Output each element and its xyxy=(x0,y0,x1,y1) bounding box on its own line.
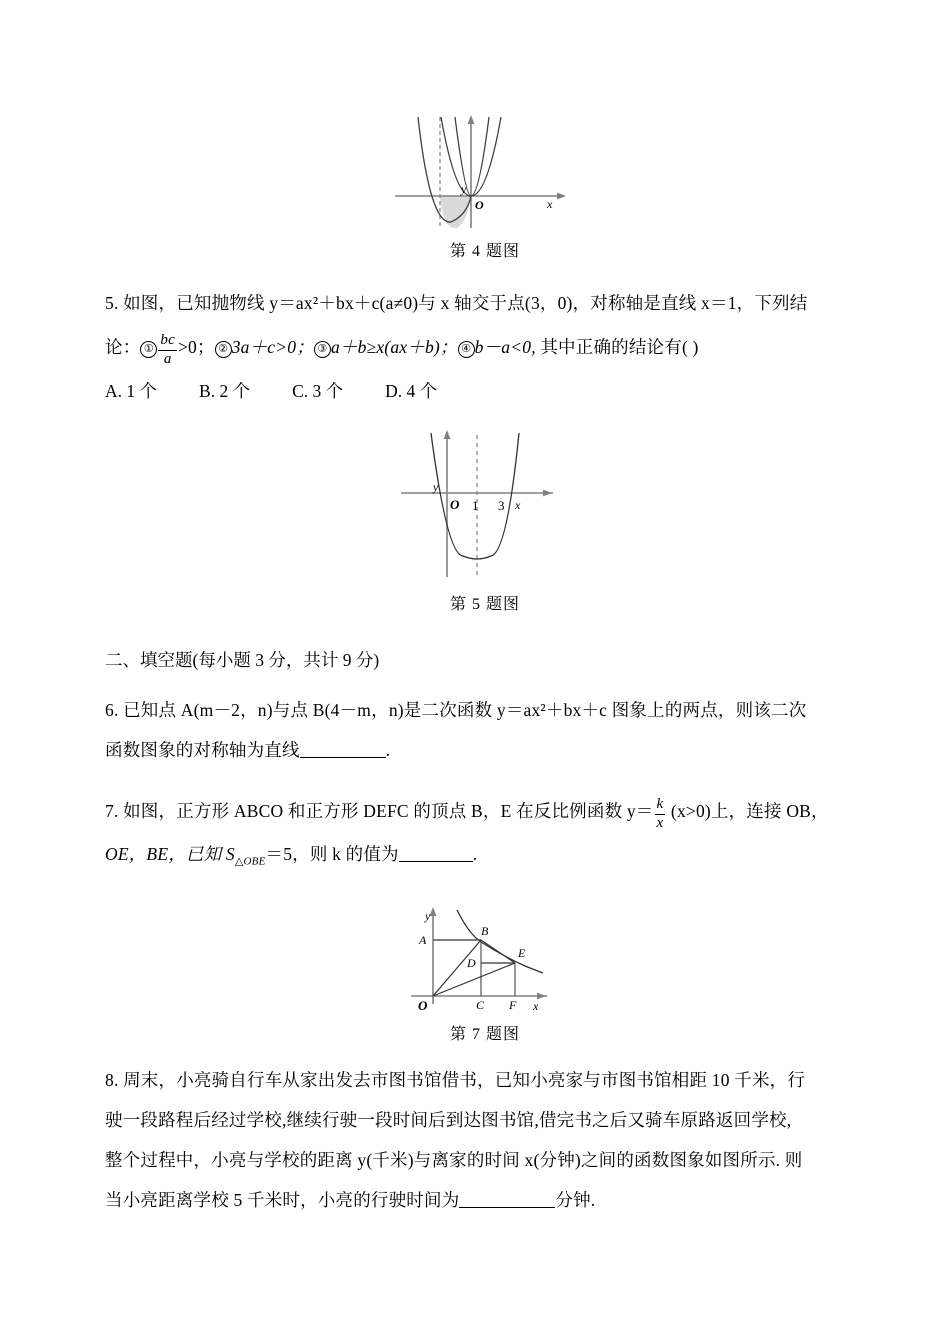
q7-triangle-subscript: △OBE xyxy=(234,855,266,868)
q7-line-2-b: ＝5，则 k 的值为 xyxy=(265,844,399,864)
q5-options xyxy=(105,371,865,411)
q5-option-b[interactable]: B. 2 个 xyxy=(199,381,251,401)
figure-5 xyxy=(105,425,865,585)
point-label-E: E xyxy=(518,945,526,960)
question-8 xyxy=(105,1060,865,1220)
q5-item-3: a＋b≥x(ax＋b)； xyxy=(330,337,458,357)
figure-4-caption: 第 4 题图 xyxy=(449,243,520,260)
point-label-F: F xyxy=(509,997,517,1012)
y-axis-label: y xyxy=(461,182,467,196)
x-tick-label-1: 1 xyxy=(472,498,479,513)
q6-answer-blank[interactable] xyxy=(300,742,386,758)
x-tick-label-3: 3 xyxy=(498,498,505,513)
q7-frac-numerator: k xyxy=(656,795,664,812)
q5-option-a[interactable]: A. 1 个 xyxy=(105,381,158,401)
q8-line-4 xyxy=(105,1180,865,1220)
q5-item-2: 3a＋c>0； xyxy=(231,337,314,357)
q7-fraction-k-over-x xyxy=(655,797,666,832)
q5-line-1 xyxy=(105,283,865,323)
figure-4 xyxy=(105,100,865,230)
y-axis-label: y xyxy=(433,480,439,494)
q6-line-1: 6. 已知点 A(m－2，n)与点 B(4－m，n)是二次函数 y＝ax²＋bx＋c 图象上的两点，则该二次 xyxy=(105,700,807,720)
q7-line-1-a: 7. 如图，正方形 ABCO 和正方形 DEFC 的顶点 B，E 在反比例函数 y＝ xyxy=(105,801,654,821)
q8-line-4-a: 当小亮距离学校 5 千米时，小亮的行驶时间为 xyxy=(105,1189,460,1210)
origin-label: O xyxy=(475,198,484,212)
point-label-D: D xyxy=(467,955,476,970)
q5-mark-3: ③ xyxy=(314,341,331,358)
q5-item-1-tail: >0； xyxy=(177,337,215,357)
y-axis-arrow xyxy=(468,115,475,124)
q5-mark-2: ② xyxy=(215,341,232,358)
q7-frac-denominator: x xyxy=(656,814,664,831)
q5-option-d[interactable]: D. 4 个 xyxy=(385,381,438,401)
point-label-C: C xyxy=(476,997,485,1012)
q5-line-1-text: 5. 如图，已知抛物线 y＝ax²＋bx＋c(a≠0)与 x 轴交于点(3，0)，对称轴是直线 x＝1，下列结 xyxy=(105,293,808,313)
point-label-A: A xyxy=(419,932,427,947)
q7-line-1 xyxy=(105,788,865,834)
q7-line-2 xyxy=(105,834,865,882)
figure-5-caption: 第 5 题图 xyxy=(449,596,520,613)
question-7 xyxy=(105,788,865,882)
q5-frac-denominator: a xyxy=(163,350,172,367)
q5-mark-1: ① xyxy=(140,341,157,358)
q5-item-4: b－a<0, xyxy=(474,337,536,357)
q5-line-2 xyxy=(105,323,865,371)
q5-fraction-bc-over-a xyxy=(158,333,177,368)
q6-line-2-prefix: 函数图象的对称轴为直线 xyxy=(105,740,300,760)
figure-7-caption: 第 7 题图 xyxy=(449,1025,520,1043)
origin-label: O xyxy=(450,497,460,512)
q7-answer-blank[interactable] xyxy=(399,846,473,862)
q5-line-2-prefix: 论： xyxy=(105,337,141,357)
origin-label: O xyxy=(418,997,428,1013)
x-axis-arrow xyxy=(557,193,566,200)
y-axis-arrow xyxy=(444,430,451,439)
q8-line-1: 8. 周末，小亮骑自行车从家出发去市图书馆借书，已知小亮家与市图书馆相距 10 千米，行 xyxy=(105,1069,806,1090)
x-axis-label: x xyxy=(547,197,553,211)
figure-7 xyxy=(105,904,865,1019)
shaded-region xyxy=(440,196,471,228)
y-axis-label: y xyxy=(425,908,431,923)
q5-mark-4: ④ xyxy=(458,341,475,358)
figure-4-svg xyxy=(385,100,585,230)
q7-line-2-a: OE，BE，已知 S xyxy=(105,844,235,864)
page-content xyxy=(105,0,865,1220)
q8-line-3: 整个过程中，小亮与学校的距离 y(千米)与离家的时间 x(分钟)之间的函数图象如图所示. 则 xyxy=(105,1149,803,1170)
x-axis-label: x xyxy=(515,498,521,512)
q5-frac-numerator: bc xyxy=(160,331,175,348)
x-axis-arrow xyxy=(543,490,552,497)
segment-BE xyxy=(481,940,515,963)
q6-line-2 xyxy=(105,730,865,770)
question-6 xyxy=(105,690,865,770)
q5-line-2-tail: 其中正确的结论有( ) xyxy=(540,337,699,357)
q7-line-2-suffix: . xyxy=(472,844,478,864)
question-5 xyxy=(105,283,865,411)
x-axis-label: x xyxy=(533,998,539,1013)
q8-line-4-b: 分钟. xyxy=(555,1189,596,1210)
figure-5-svg xyxy=(385,425,585,585)
q6-line-2-suffix: . xyxy=(385,740,391,760)
q5-option-c[interactable]: C. 3 个 xyxy=(292,381,344,401)
y-axis-arrow xyxy=(430,907,437,916)
q8-line-2: 驶一段路程后经过学校,继续行驶一段时间后到达图书馆,借完书之后又骑车原路返回学校, xyxy=(105,1109,792,1130)
q8-answer-blank[interactable] xyxy=(459,1192,555,1208)
section-2-heading: 二、填空题(每小题 3 分，共计 9 分) xyxy=(105,650,380,670)
figure-7-svg xyxy=(385,904,585,1019)
parabola xyxy=(431,433,519,559)
point-label-B: B xyxy=(481,923,489,938)
x-axis-arrow xyxy=(537,992,546,999)
q7-line-1-b: (x>0)上，连接 OB， xyxy=(666,801,829,821)
